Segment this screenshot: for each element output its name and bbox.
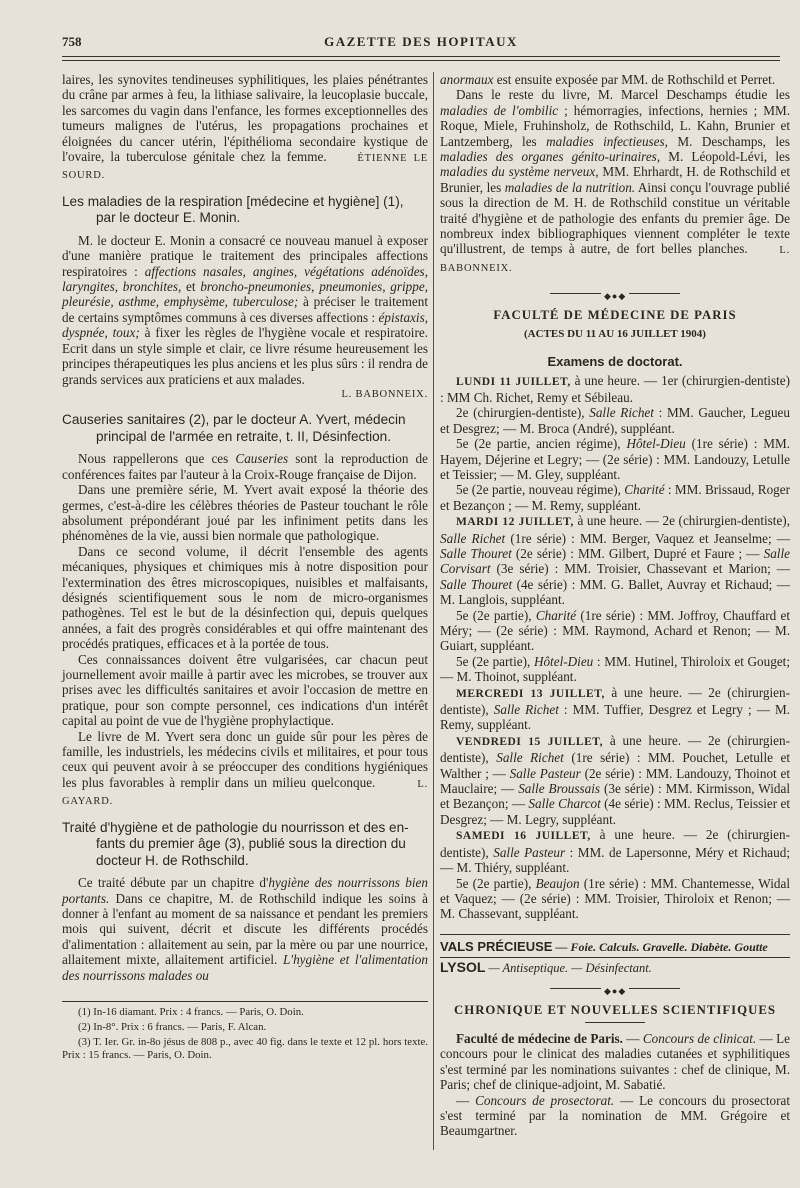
chronicle-item-2: — Concours de prosectorat. — Le concours du prosectorat s'est terminé par la nomination de MM. Grégoire et Beaumgartner. — [440, 1092, 790, 1139]
ornament-divider: ◆●◆ — [440, 288, 790, 298]
review-traite-p2: Dans le reste du livre, M. Marcel Deschamps étudie les maladies de l'ombilic ; hémorragies, infections, hernies ; MM. Roque, Miele, Fruhinsholz, de Rothschild, L. Kahn, Brunier et Lantzemberg, les maladies infectieuses, M. Deschamps, les maladies des organes génito-urinaires, M. Léopold-Lévi, les maladies du système nerveux, MM. Ehrhardt, H. de Rothschild et Brunier, les maladies de la nutrition. Ainsi conçu l'ouvrage publié sous la direction de M. H. de Rothschild constitue un véritable traité d'hygiène et de pathologie des enfants du premier âge. De nombreux index bibliographiques viennent compléter le texte qu'illustrent, de temps à autre, de fort belles planches. L. BABONNEIX. — [440, 87, 791, 274]
exam-entry-1: LUNDI 11 JUILLET, à une heure. — 1er (chirurgien-dentiste) : MM Ch. Richet, Remy et Sébileau. — [440, 372, 790, 405]
review-respiration-text: M. le docteur E. Monin a consacré ce nouveau manuel à exposer d'une manière pratique le traitement des principales affections respiratoires : affections nasales, angines, végétations adénoïdes, laryngites, bronchites, et broncho-pneumonies, pneumonies, grippe, pleurésie, asthme, emphysème, tuberculose; à préciser le traitement de certains symptômes communs à ces diverses affections : épistaxis, dyspnée, toux; à fixer les règles de l'hygiène vocale et respiratoire. Ecrit dans un style simple et clair, ce livre résume heureusement les principes thérapeutiques les plus anciens et les plus sûrs : il rendra de grands services aux praticiens et aux malades. — [62, 232, 428, 387]
faculty-subheading: (ACTES DU 11 AU 16 JUILLET 1904) — [524, 327, 706, 340]
review-title-traite: Traité d'hygiène et de pathologie du nourrisson et des en- fants du premier âge (3), publié sous la direction du docteur H. de Rothschild. — [62, 819, 409, 868]
exam-entry-5: MARDI 12 JUILLET, à une heure. — 2e (chirurgien-dentiste), Salle Richet (1re série) : MM. Berger, Vaquez et Jeanselme; — Salle Thouret (2e série) : MM. Gilbert, Dupré et Faure ; — Salle Corvisart (3e série) : MM. Troisier, Chassevant et Marion; — Salle Thouret (4e série) : MM. G. Ballet, Auvray et Richaud; — M. Langlois, suppléant. — [440, 513, 790, 608]
exam-entry-2: 2e (chirurgien-dentiste), Salle Richet : MM. Gaucher, Legueu et Desgrez; — M. Broca (André), suppléant. — [440, 405, 791, 436]
right-column — [440, 72, 790, 1139]
exam-entry-9: VENDREDI 15 JUILLET, à une heure. — 2e (chirurgien-dentiste), Salle Richet (1re série) : MM. Pouchet, Letulle et Walther ; — Salle Pasteur (2e série) : MM. Landouzy, Thoinot et Mauclaire; — Salle Broussais (3e série) : MM. Kirmisson, Widal et Bezançon; — Salle Charcot (4e série) : MM. Reclus, Teissier et Desgrez; — M. Legry, suppléant. — [440, 732, 791, 827]
header-rule-thin — [62, 60, 780, 61]
exam-entry-10: SAMEDI 16 JUILLET, à une heure. — 2e (chirurgien-dentiste), Salle Pasteur : MM. de Lapersonne, Méry et Richaud; — M. Thiéry, suppléant. — [440, 827, 790, 876]
review-causeries-signature: L. GAYARD. — [62, 778, 428, 808]
advert-vals: VALS PRÉCIEUSE — Foie. Calculs. Gravelle. Diabète. Goutte — [440, 938, 768, 954]
footnote-rule — [62, 1001, 428, 1002]
intro-signature: ÉTIENNE LE SOURD. — [62, 153, 428, 182]
review-traite-signature: L. BABONNEIX. — [440, 245, 790, 274]
intro-paragraph: laires, les synovites tendineuses syphilitiques, les plaies pénétrantes du crâne par armes à feu, la lithiase salivaire, la leucoplasie buccale, les sarcomes du vagin dans l'enfance, les formes exceptionnelles des tumeurs malignes de l'utérus, les propagations prochaines et éloignées du cancer utérin, l'épithélioma secondaire kystique de l'ovaire, la tuberculose génitale chez la femme. ÉTIENNE LE SOURD. — [62, 72, 428, 182]
review-title-respiration: Les maladies de la respiration [médecine et hygiène] (1), par le docteur E. Monin. — [62, 193, 404, 226]
footnote-2: (2) In-8°. Prix : 6 francs. — Paris, F. Alcan. — [78, 1021, 267, 1033]
running-header — [62, 34, 780, 54]
faculty-heading: FACULTÉ DE MÉDECINE DE PARIS — [493, 308, 737, 323]
review-respiration-signature: L. BABONNEIX. — [341, 388, 428, 400]
advert-lysol: LYSOL — Antiseptique. — Désinfectant. — [440, 959, 652, 976]
exam-entry-6: 5e (2e partie), Charité (1re série) : MM. Joffroy, Chauffard et Méry; — (2e série) : MM. Raymond, Achard et Renon; — M. Guiart, suppléant. — [440, 607, 790, 654]
left-column — [62, 72, 428, 1062]
review-causeries-p2: Dans une première série, M. Yvert avait exposé la théorie des germes, c'est-à-dire les célèbres théories de Pasteur touchant le rôle absolument prépondérant joué par les infiniment petits dans les phénomènes de la vie, aussi bien normale que pathologique. — [62, 482, 428, 544]
page-number: 758 — [62, 34, 82, 49]
exam-entry-4: 5e (2e partie, nouveau régime), Charité : MM. Brissaud, Roger et Bezançon ; — M. Remy, suppléant. — [440, 482, 790, 513]
footnote-1: (1) In-16 diamant. Prix : 4 francs. — Paris, O. Doin. — [78, 1006, 304, 1018]
review-causeries-p5: Le livre de M. Yvert sera donc un guide sûr pour les pères de famille, les industriels, les médecins civils et militaires, et pour tous ceux qui peuvent avoir à se préoccuper des conditions hygiéniques les plus favorables à remplir dans un milieu quelconque. L. GAYARD. — [62, 728, 428, 808]
exams-heading: Examens de doctorat. — [547, 354, 683, 370]
exam-entry-3: 5e (2e partie, ancien régime), Hôtel-Dieu (1re série) : MM. Hayem, Déjerine et Legry; — (2e série) : MM. Landouzy, Letulle et Teissier; — M. Gley, suppléant. — [440, 436, 790, 482]
review-causeries-p4: Ces connaissances doivent être vulgarisées, car chacun peut journellement avoir maille à partir avec les microbes, se trouver aux prises avec les difficultés sanitaires et avoir l'occasion de mettre en pratique, pour son compte personnel, ces indications d'un intérêt capital au point de vue de l'hygiène prophylactique. — [62, 651, 428, 729]
review-traite-p1: Ce traité débute par un chapitre d'hygiène des nourrissons bien portants. Dans ce chapitre, M. de Rothschild indique les soins à donner à l'enfant au moment de sa naissance et pendant les premiers mois qui suivent, décrit et discute les différents procédés d'alimentation : allaitement au sein, par la mère ou par une nourrice, allaitement mixte, allaitement artificiel. L'hygiène et l'alimentation des nourrissons malades ou — [62, 875, 428, 983]
exam-entry-11: 5e (2e partie), Beaujon (1re série) : MM. Chantemesse, Widal et Vaquez; — (2e série) : MM. Troisier, Thiroloix et Renon; — M. Chassevant, suppléant. — [440, 875, 790, 922]
chronicle-rule — [585, 1022, 645, 1023]
column-divider — [433, 72, 434, 1150]
chronicle-item-1: Faculté de médecine de Paris. — Concours de clinicat. — Le concours pour le clinicat des maladies cutanées et syphilitiques s'est terminé par les nominations suivantes : chef de clinique, M. Paris; chef de clinique-adjoint, M. Sabatié. — [440, 1030, 790, 1093]
advert-rule-middle — [440, 957, 790, 958]
header-rule-thick — [62, 56, 780, 57]
ornament-divider-2: ◆●◆ — [440, 983, 790, 993]
footnote-3: (3) T. Ier. Gr. in-8o jésus de 808 p., avec 40 fig. dans le texte et 12 pl. hors texte. Prix : 15 francs. — Paris, O. Doin. — [62, 1036, 428, 1061]
exam-entry-8: MERCREDI 13 JUILLET, à une heure. — 2e (chirurgien-dentiste), Salle Richet : MM. Tuffier, Desgrez et Legry ; — M. Remy, suppléant. — [440, 684, 790, 733]
review-causeries-p1: Nous rappellerons que ces Causeries sont la reproduction de conférences faites par l'auteur à la Croix-Rouge française de Dijon. — [62, 451, 429, 482]
review-title-causeries: Causeries sanitaires (2), par le docteur A. Yvert, médecin principal de l'armée en retraite, t. II, Désinfection. — [62, 412, 406, 444]
advert-rule-top — [440, 934, 790, 935]
review-causeries-p3: Dans ce second volume, il décrit l'ensemble des agents mécaniques, physiques et chimiques mis à notre disposition pour l'extermination des êtres microscopiques, nuisibles et malfaisants, désignés scientifiquement sous le nom de micro-organismes pathogènes. Tel est le but de la désinfection qui, depuis quelques années, a fait des progrès considérables et qui offre maintenant des procédés pratiques, efficaces et à la portée de tous. — [62, 543, 428, 652]
chronicle-heading: CHRONIQUE ET NOUVELLES SCIENTIFIQUES — [454, 1002, 776, 1017]
review-traite-continued: anormaux est ensuite exposée par MM. de Rothschild et Perret. — [440, 72, 776, 87]
exam-entry-7: 5e (2e partie), Hôtel-Dieu : MM. Hutinel, Thiroloix et Gouget; — M. Thoinot, suppléant. — [440, 653, 790, 685]
journal-title: GAZETTE DES HOPITAUX — [324, 34, 518, 49]
